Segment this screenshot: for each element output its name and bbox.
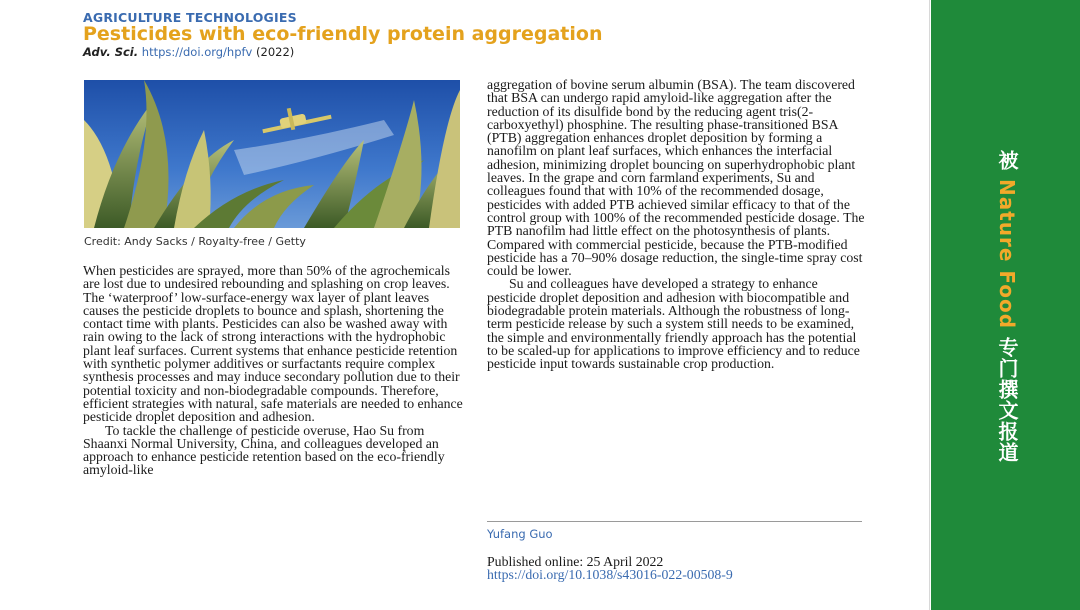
banner-suffix: 专门撰文报道 — [995, 337, 1019, 464]
author-name: Yufang Guo — [487, 527, 553, 541]
citation-line — [83, 45, 294, 59]
body-column-right — [487, 78, 867, 371]
side-banner-caption — [996, 150, 1022, 463]
photo-credit: Credit: Andy Sacks / Royalty-free / Getty — [84, 235, 306, 248]
divider — [487, 521, 862, 522]
published-doi-link[interactable]: https://doi.org/10.1038/s43016-022-00508-9 — [487, 567, 733, 582]
article-photo — [84, 80, 460, 228]
body-paragraph: Su and colleagues have developed a strategy to enhance pesticide droplet deposition and adhesion with biocompatible and biodegradable protein materials. Although the robustness of long-term pesticide release by such a system still needs to be examined, the simple and environmentally friendly approach has the potential to be scaled-up for applications to improve efficiency and to reduce pesticide input towards sustainable crop production. — [487, 276, 860, 372]
article-title: Pesticides with eco-friendly protein aggregation — [83, 23, 603, 45]
citation-doi-link[interactable]: https://doi.org/hpfv — [141, 45, 253, 59]
body-paragraph: When pesticides are sprayed, more than 50% of the agrochemicals are lost due to undesired rebounding and splashing on crop leaves. The ‘waterproof’ low-surface-energy wax layer of plant leaves causes the pesticide droplets to bounce and splash, shortening the contact time with plants. Pesticides can also be washed away with rain owing to the lack of strong interactions with the hydrophobic plant leaf surfaces. Current systems that enhance pesticide retention with synthetic polymer additives or surfactants require complex synthesis processes and may induce secondary pollution due to their potential toxicity and non-biodegradable compounds. Therefore, efficient strategies with natural, safe materials are needed to enhance pesticide droplet deposition and adhesion. — [83, 263, 463, 425]
citation-journal: Adv. Sci. — [83, 45, 139, 59]
published-date: Published online: 25 April 2022 — [487, 554, 664, 569]
banner-journal-name: Nature Food — [995, 178, 1019, 330]
section-kicker: AGRICULTURE TECHNOLOGIES — [83, 10, 297, 25]
body-paragraph: aggregation of bovine serum albumin (BSA). The team discovered that BSA can undergo rapid amyloid-like aggregation after the reduction of its disulfide bond by the reducing agent tris(2-carboxyethyl) phosphine. The resulting phase-transitioned BSA (PTB) aggregation enhances droplet deposition by forming a nanofilm on plant leaf surfaces, which enhances the interfacial adhesion, minimizing droplet bouncing on superhydrophobic plant leaves. In the grape and corn farmland experiments, Su and colleagues found that with 10% of the recommended dosage, pesticides with added PTB achieved similar efficacy to that of the control group with 100% of the recommended pesticide dosage. The PTB nanofilm had little effect on the photosynthesis of plants. Compared with commercial pesticide, because the PTB-modified pesticide has a 70–90% dosage reduction, the single-time spray cost could be lower. — [487, 77, 865, 279]
body-paragraph: To tackle the challenge of pesticide overuse, Hao Su from Shaanxi Normal University, China, and colleagues developed an approach to enhance pesticide retention based on the eco-friendly amyloid-like — [83, 422, 445, 478]
citation-year: (2022) — [256, 45, 295, 59]
body-column-left — [83, 264, 463, 477]
cornfield-crop-duster-illustration — [84, 80, 460, 228]
banner-prefix: 被 — [995, 150, 1019, 171]
